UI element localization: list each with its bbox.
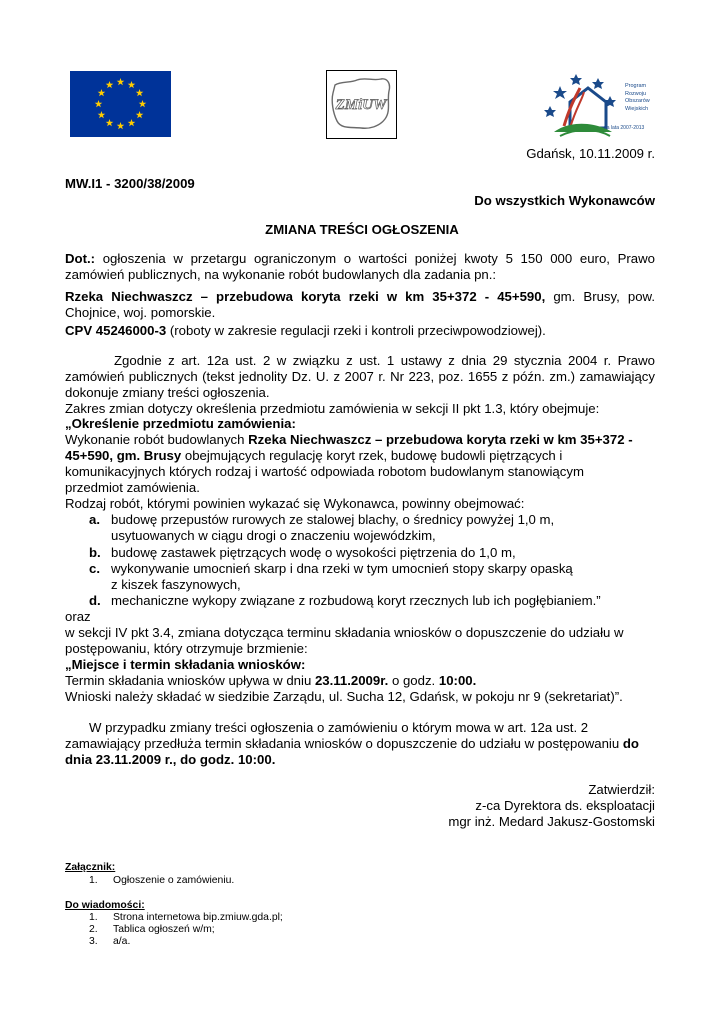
list-item-c (89, 561, 573, 577)
list-text: wykonywanie umocnień skarp i dna rzeki w tym umocnień stopy skarpy opaską (111, 561, 573, 576)
list-item-a-cont: usytuowanych w ciągu drogi o znaczeniu wojewódzkim, (111, 528, 436, 543)
deadline-c: o godz. (388, 673, 439, 688)
subject-line-1 (65, 432, 633, 448)
list-item-b (89, 545, 516, 561)
list-letter: d. (89, 593, 101, 608)
for-info-num: 3. (89, 936, 98, 947)
place-heading: „Miejsce i termin składania wniosków: (65, 657, 306, 672)
deadline-time: 10:00. (438, 673, 477, 688)
deadline-line (65, 673, 476, 689)
list-text: budowę zastawek piętrzących wodę o wysokości piętrzenia do 1,0 m, (111, 545, 516, 560)
addressee: Do wszystkich Wykonawców (474, 193, 655, 208)
for-info-text: a/a. (113, 936, 131, 947)
subject-line-3: komunikacyjnych których rodzaj i wartość odpowiada robotom budowlanym stanowiącym (65, 464, 584, 479)
subject-line-1-b: Rzeka Niechwaszcz – przebudowa koryta rzeki w km 35+372 - (248, 432, 633, 447)
prow-line: Obszarów (625, 98, 650, 104)
paragraph-2-line-2 (65, 736, 639, 752)
prow-line: Rozwoju (625, 90, 647, 97)
list-item-d (89, 593, 601, 609)
list-item-c-cont: z kiszek faszynowych, (111, 577, 241, 592)
cpv-description: (roboty w zakresie regulacji rzeki i kontroli przeciwpowodziowej). (166, 323, 546, 338)
cpv-code: CPV 45246000-3 (65, 323, 167, 338)
for-info-text: Strona internetowa bip.zmiuw.gda.pl; (113, 912, 283, 923)
subject-line-2 (65, 448, 562, 464)
section4-line-1: w sekcji IV pkt 3.4, zmiana dotycząca terminu składania wniosków o dopuszczenie do udziału w (65, 625, 624, 640)
submit-line: Wnioski należy składać w siedzibie Zarządu, ul. Sucha 12, Gdańsk, w pokoju nr 9 (sekretariat)”. (65, 689, 623, 704)
prow-years: na lata 2007-2013 (604, 125, 645, 131)
prow-line: Wiejskich (625, 105, 649, 112)
dot-label: Dot.: (65, 251, 96, 266)
reference-number: MW.I1 - 3200/38/2009 (65, 176, 195, 191)
zmiuw-logo-text: ZMiUW (335, 97, 387, 113)
for-info-num: 1. (89, 912, 98, 923)
eu-flag-logo (70, 71, 171, 137)
approved-label: Zatwierdził: (588, 782, 655, 797)
for-info-item (89, 912, 283, 925)
para2-line-2-a: zamawiający przedłuża termin składania wniosków o dopuszczenie do udziału w postępowaniu (65, 736, 623, 751)
signatory-name: mgr inż. Medard Jakusz-Gostomski (448, 814, 655, 829)
signatory-role: z-ca Dyrektora ds. eksploatacji (475, 798, 655, 813)
works-intro: Rodzaj robót, którymi powinien wykazać się Wykonawca, powinny obejmować: (65, 496, 525, 511)
deadline-a: Termin składania wniosków upływa w dniu (65, 673, 315, 688)
oraz-line: oraz (65, 609, 91, 624)
paragraph-2-line-1: W przypadku zmiany treści ogłoszenia o zamówieniu o którym mowa w art. 12a ust. 2 (89, 720, 589, 735)
prow-line: Program (625, 83, 647, 89)
para2-line-2-b: do (622, 736, 639, 751)
deadline-date: 23.11.2009r. (314, 673, 389, 688)
city-date: Gdańsk, 10.11.2009 r. (526, 146, 655, 161)
subject-line-2-b: obejmujących regulację koryt rzek, budowę budowli piętrzących i (181, 448, 563, 463)
for-info-text: Tablica ogłoszeń w/m; (113, 924, 215, 935)
list-letter: c. (89, 561, 100, 576)
attachment-num: 1. (89, 875, 98, 886)
task-bold: Rzeka Niechwaszcz – przebudowa koryta rzeki w km 35+372 - 45+590, (65, 289, 546, 304)
subject-line-4: przedmiot zamówienia. (65, 480, 200, 495)
subject-heading: „Określenie przedmiotu zamówienia: (65, 416, 296, 431)
list-letter: a. (89, 512, 100, 527)
zmiuw-logo (326, 70, 397, 139)
for-info-num: 2. (89, 924, 98, 935)
for-info-item (89, 936, 130, 949)
paragraph-2-line-3: dnia 23.11.2009 r., do godz. 10:00. (65, 752, 276, 767)
scope-line: Zakres zmian dotyczy określenia przedmiotu zamówienia w sekcji II pkt 1.3, który obejmuje: (65, 401, 600, 416)
cpv-line (65, 323, 546, 339)
attachment-item (89, 875, 234, 888)
for-info-item (89, 924, 215, 937)
section4-line-2: postępowaniu, który otrzymuje brzmienie: (65, 641, 308, 656)
list-letter: b. (89, 545, 101, 560)
dot-text: ogłoszenia w przetargu ograniczonym o wartości poniżej kwoty 5 150 000 euro, Prawo zamówień publicznych, na wykonanie robót budowlanych dla zadania pn.: (65, 251, 655, 282)
list-text: mechaniczne wykopy związane z rozbudową koryt rzecznych lub ich pogłębianiem.” (111, 593, 601, 608)
intro-regarding (65, 251, 655, 283)
subject-line-1-a: Wykonanie robót budowlanych (65, 432, 249, 447)
list-item-a (89, 512, 554, 528)
task-name (65, 289, 655, 321)
prow-logo-text (625, 83, 650, 113)
for-info-label: Do wiadomości: (65, 900, 145, 911)
list-text: budowę przepustów rurowych ze stalowej blachy, o średnicy powyżej 1,0 m, (111, 512, 555, 527)
subject-line-2-a: 45+590, gm. Brusy (65, 448, 182, 463)
attachment-text: Ogłoszenie o zamówieniu. (113, 875, 235, 886)
document-title: ZMIANA TREŚCI OGŁOSZENIA (265, 222, 459, 237)
paragraph-1: Zgodnie z art. 12a ust. 2 w związku z ust. 1 ustawy z dnia 29 stycznia 2004 r. Prawo zamówień publicznych (tekst jednolity Dz. U. z 2007 r. Nr 223, poz. 1655 z późn. zm.) zamawiający dokonuje zmiany treści ogłoszenia. (65, 353, 655, 400)
attachments-label: Załącznik: (65, 862, 116, 873)
task-rest: gm. Brusy, pow. Chojnice, woj. pomorskie. (65, 289, 655, 320)
